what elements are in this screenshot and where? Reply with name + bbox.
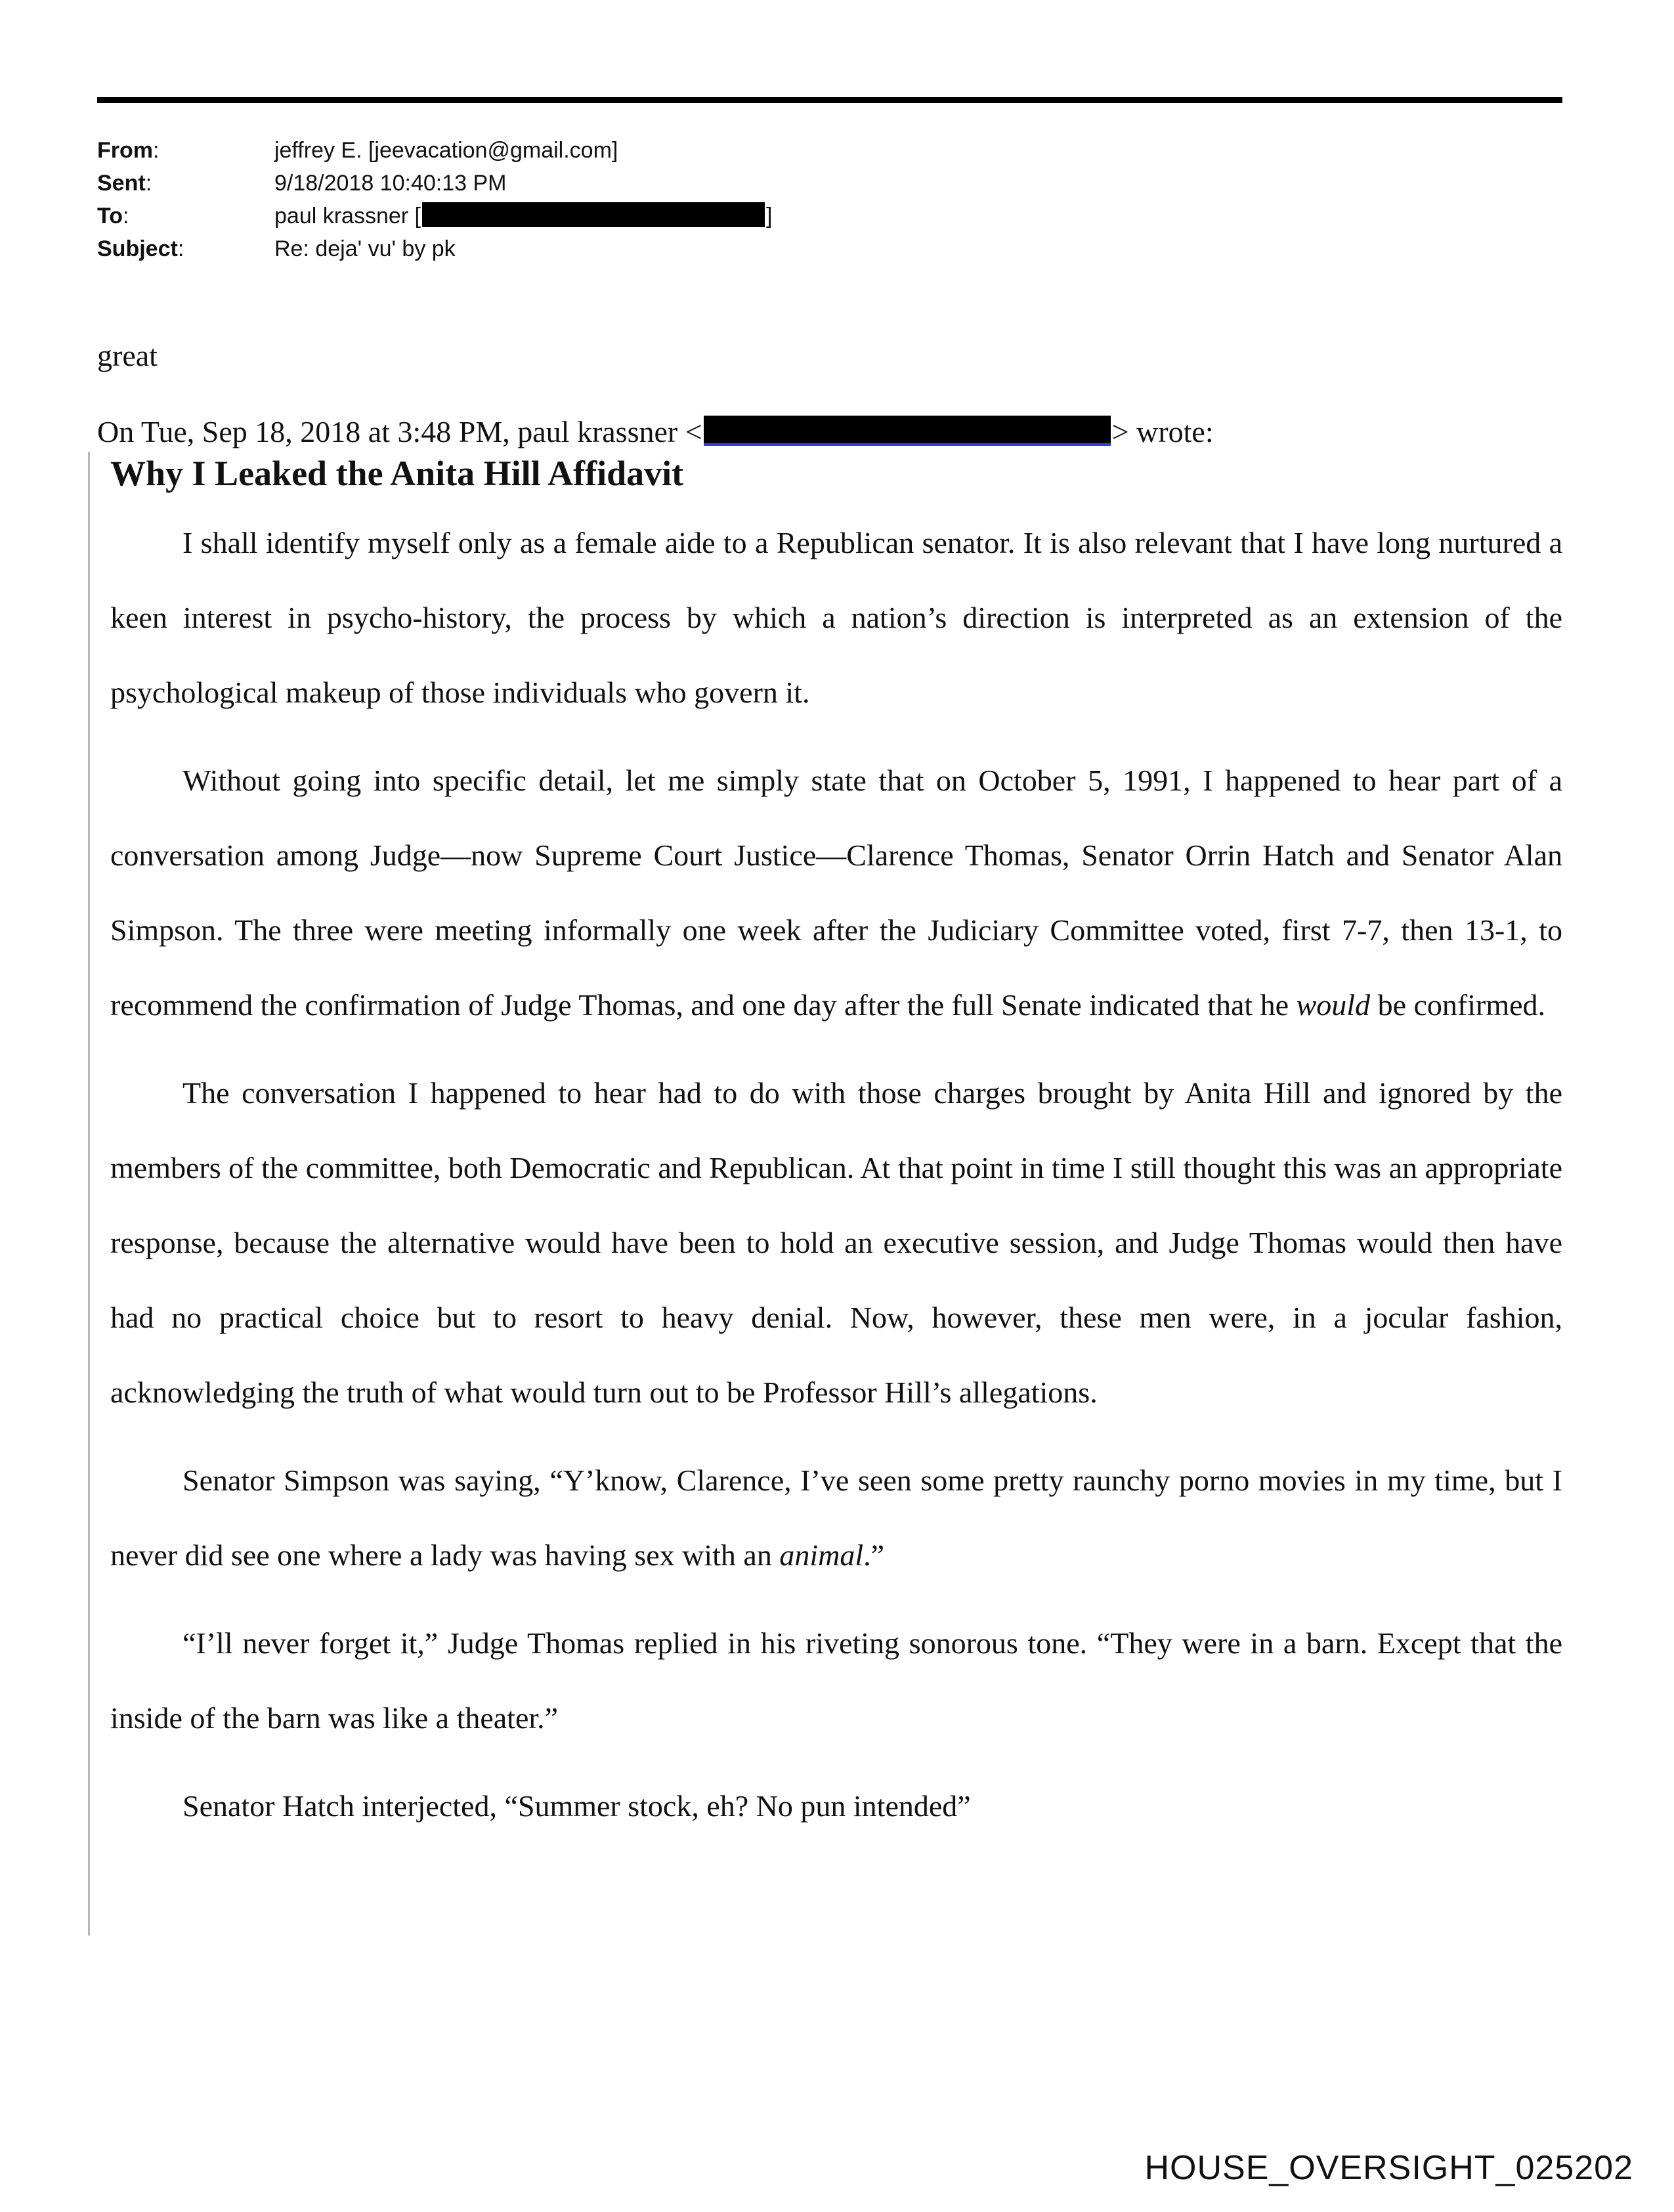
sent-value: 9/18/2018 10:40:13 PM bbox=[274, 171, 507, 196]
paragraph-2: Without going into specific detail, let me simply state that on October 5, 1991, I happened to hear part of a conversation among Judge—now Supreme Court Justice—Clarence Thomas, Senator Orrin Hatch and Senator Alan Simpson. The three were meeting informally one week after the Judiciary Committee voted, first 7-7, then 13-1, to recommend the confirmation of Judge Thomas, and one day after the full Senate indicated that he would be confirmed. bbox=[110, 764, 1562, 1022]
to-value: paul krassner [ bbox=[274, 204, 421, 228]
email-header bbox=[97, 134, 772, 265]
emphasis-animal: animal bbox=[779, 1538, 864, 1572]
quote-indicator-bar bbox=[88, 452, 90, 1936]
subject-row: Subject: Re: deja' vu' by pk bbox=[97, 232, 772, 265]
to-label: To bbox=[97, 204, 123, 228]
redacted-email-link bbox=[704, 416, 1111, 446]
paragraph-1: I shall identify myself only as a female aide to a Republican senator. It is also relevant that I have long nurtured a keen interest in psycho-history, the process by which a nation’s direction is interpreted as an extension of the psychological makeup of those individuals who govern it. bbox=[110, 526, 1562, 709]
from-label: From bbox=[97, 138, 153, 163]
quote-attribution bbox=[97, 412, 1214, 452]
emphasis-would: would bbox=[1296, 988, 1371, 1022]
article-body bbox=[110, 506, 1562, 1857]
reply-text: great bbox=[97, 339, 158, 372]
attribution-suffix: > wrote: bbox=[1111, 415, 1214, 448]
paragraph-4: Senator Simpson was saying, “Y’know, Clarence, I’ve seen some pretty raunchy porno movies in my time, but I never did see one where a lady was having sex with an animal.” bbox=[110, 1464, 1562, 1572]
sent-row: Sent: 9/18/2018 10:40:13 PM bbox=[97, 167, 772, 200]
subject-label: Subject bbox=[97, 236, 178, 261]
paragraph-5: “I’ll never forget it,” Judge Thomas replied in his riveting sonorous tone. “They were in a barn. Except that the inside of the barn was like a theater.” bbox=[110, 1626, 1562, 1735]
article-title: Why I Leaked the Anita Hill Affidavit bbox=[110, 454, 684, 493]
paragraph-3: The conversation I happened to hear had to do with those charges brought by Anita Hill and ignored by the members of the committee, both Democratic and Republican. At that point in time I still thought this was an appropriate response, because the alternative would have been to hold an executive session, and Judge Thomas would then have had no practical choice but to resort to heavy denial. Now, however, these men were, in a jocular fashion, acknowledging the truth of what would turn out to be Professor Hill’s allegations. bbox=[110, 1076, 1562, 1409]
bates-number: HOUSE_OVERSIGHT_025202 bbox=[1144, 2149, 1633, 2187]
subject-value: Re: deja' vu' by pk bbox=[274, 236, 456, 261]
from-value: jeffrey E. [jeevacation@gmail.com] bbox=[274, 138, 618, 163]
to-close: ] bbox=[766, 204, 773, 228]
attribution-prefix: On Tue, Sep 18, 2018 at 3:48 PM, paul krassner < bbox=[97, 415, 702, 448]
redaction-box bbox=[422, 202, 765, 227]
from-row: From: jeffrey E. [jeevacation@gmail.com] bbox=[97, 134, 772, 167]
paragraph-6: Senator Hatch interjected, “Summer stock, eh? No pun intended” bbox=[182, 1789, 971, 1823]
header-divider bbox=[97, 97, 1562, 103]
to-row: To: paul krassner [ ] bbox=[97, 204, 773, 228]
sent-label: Sent bbox=[97, 171, 146, 196]
